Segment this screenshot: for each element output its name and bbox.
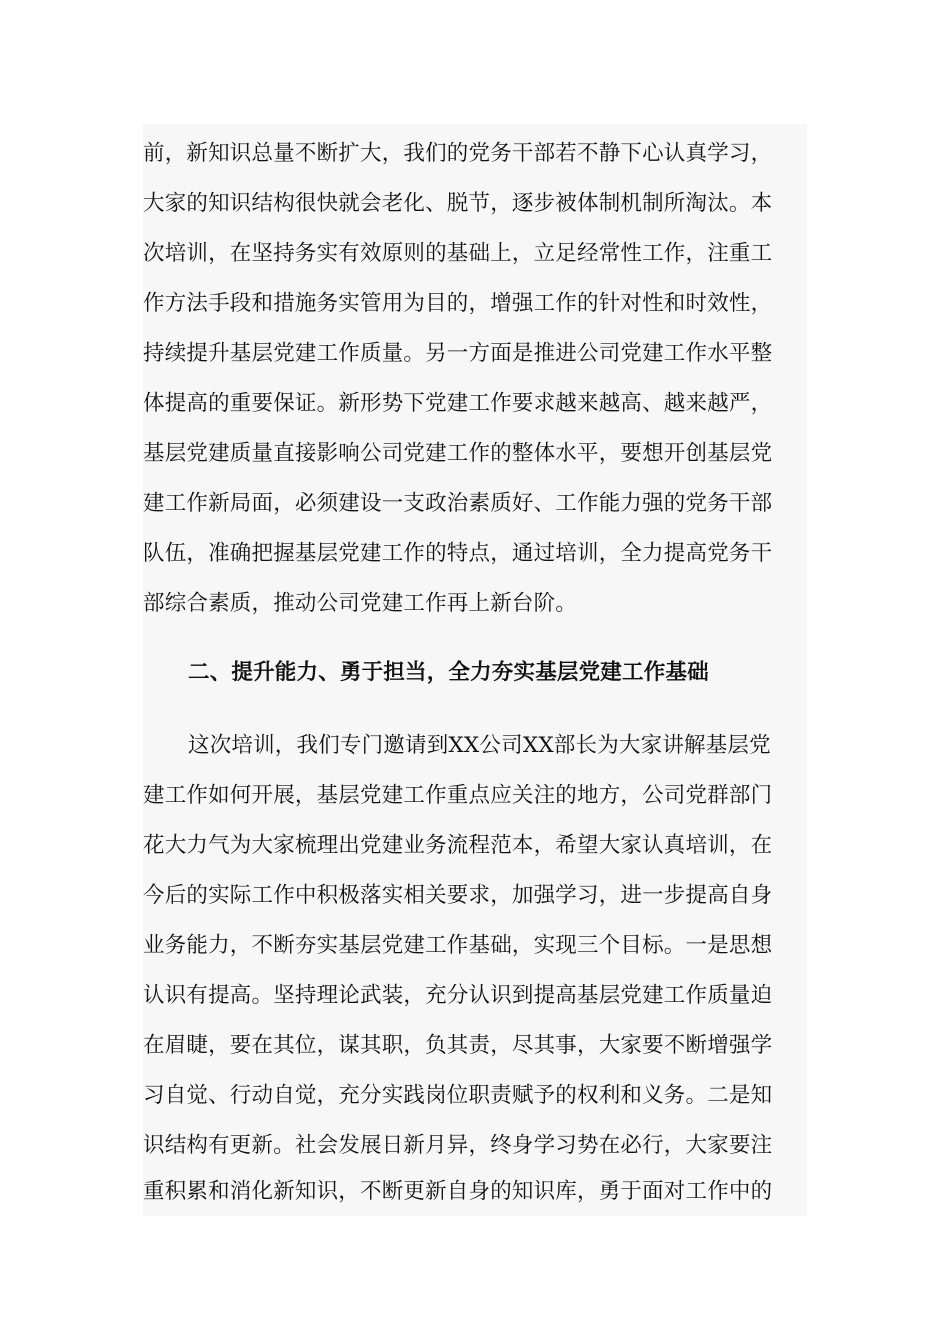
paragraph-1-line: 部综合素质，推动公司党建工作再上新台阶。	[143, 591, 578, 616]
paragraph-1-line: 大家的知识结构很快就会老化、脱节，逐步被体制机制所淘汰。本	[143, 191, 773, 216]
section-heading: 二、提升能力、勇于担当，全力夯实基层党建工作基础	[188, 660, 709, 685]
paragraph-2-line: 重积累和消化新知识，不断更新自身的知识库，勇于面对工作中的	[143, 1179, 773, 1204]
paragraph-2-line: 建工作如何开展，基层党建工作重点应关注的地方，公司党群部门	[143, 783, 773, 808]
paragraph-1-line: 体提高的重要保证。新形势下党建工作要求越来越高、越来越严，	[143, 391, 773, 416]
paragraph-2-line: 识结构有更新。社会发展日新月异，终身学习势在必行，大家要注	[143, 1133, 773, 1158]
paragraph-2-line: 认识有提高。坚持理论武装，充分认识到提高基层党建工作质量迫	[143, 983, 773, 1008]
paragraph-2-line: 业务能力，不断夯实基层党建工作基础，实现三个目标。一是思想	[143, 933, 773, 958]
text-block	[143, 124, 807, 1216]
paragraph-1-line: 持续提升基层党建工作质量。另一方面是推进公司党建工作水平整	[143, 341, 773, 366]
paragraph-1-line: 基层党建质量直接影响公司党建工作的整体水平，要想开创基层党	[143, 441, 773, 466]
paragraph-1-line: 队伍，准确把握基层党建工作的特点，通过培训，全力提高党务干	[143, 541, 773, 566]
paragraph-1-line: 前，新知识总量不断扩大，我们的党务干部若不静下心认真学习，	[143, 141, 773, 166]
paragraph-1-line: 作方法手段和措施务实管用为目的，增强工作的针对性和时效性，	[143, 291, 773, 316]
paragraph-2-line: 习自觉、行动自觉，充分实践岗位职责赋予的权利和义务。二是知	[143, 1083, 773, 1108]
paragraph-1-line: 建工作新局面，必须建设一支政治素质好、工作能力强的党务干部	[143, 491, 773, 516]
paragraph-2-line: 在眉睫，要在其位，谋其职，负其责，尽其事，大家要不断增强学	[143, 1033, 773, 1058]
paragraph-2-line: 花大力气为大家梳理出党建业务流程范本，希望大家认真培训，在	[143, 833, 773, 858]
paragraph-2-line: 今后的实际工作中积极落实相关要求，加强学习，进一步提高自身	[143, 883, 773, 908]
paragraph-1-line: 次培训，在坚持务实有效原则的基础上，立足经常性工作，注重工	[143, 241, 773, 266]
paragraph-2-line: 这次培训，我们专门邀请到XX公司XX部长为大家讲解基层党	[188, 733, 771, 758]
